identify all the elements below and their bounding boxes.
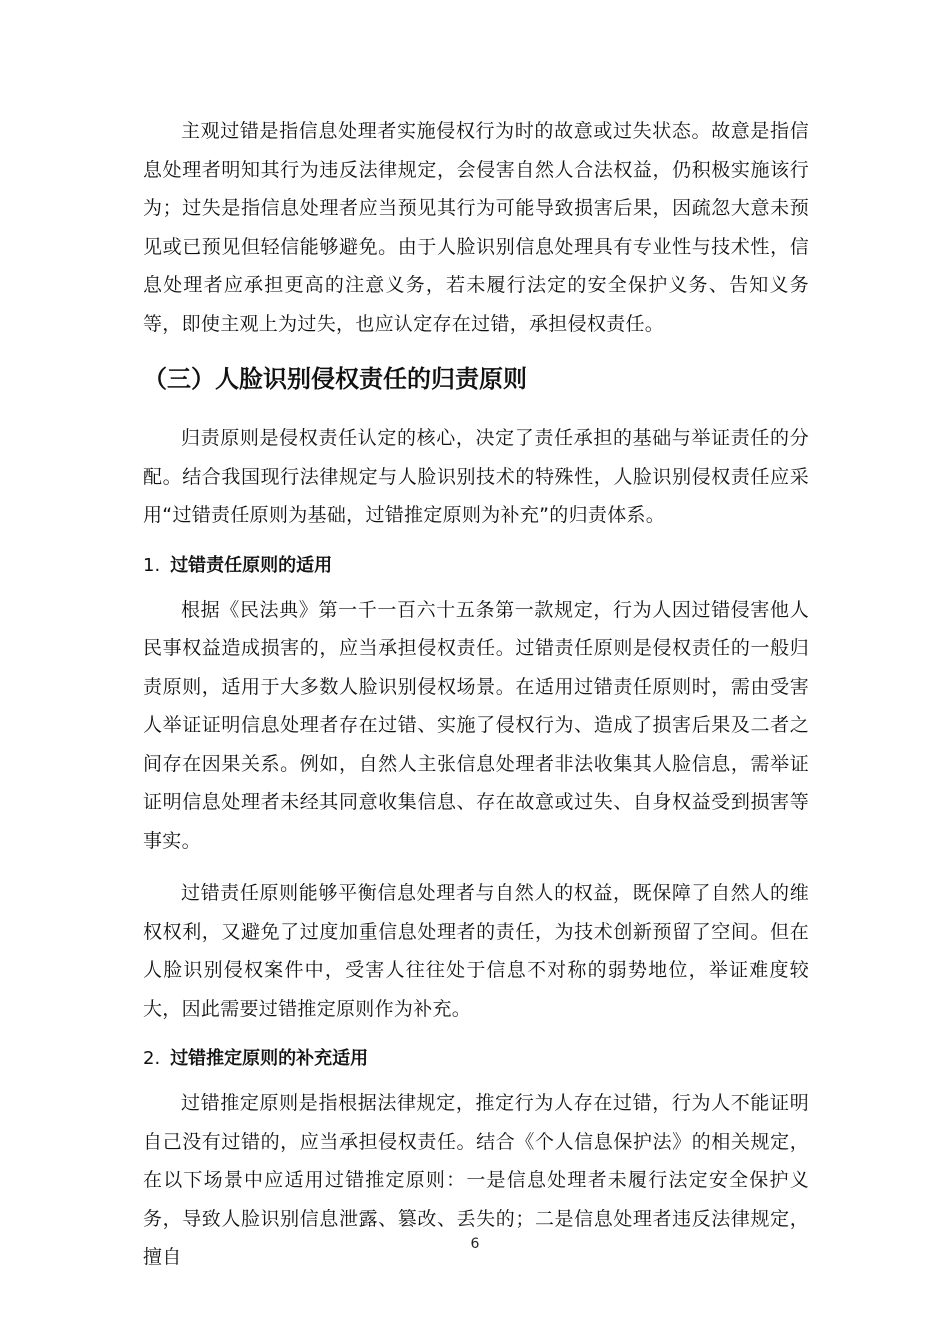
- subsection-title: 过错责任原则的适用: [170, 554, 333, 576]
- section-heading: （三）人脸识别侵权责任的归责原则: [143, 365, 527, 393]
- paragraph-liability-principle: 归责原则是侵权责任认定的核心，决定了责任承担的基础与举证责任的分配。结合我国现行法律规定与人脸识别技术的特殊性，人脸识别侵权责任应采用“过错责任原则为基础，过错推定原则为补充”的归责体系。: [143, 427, 809, 526]
- paragraph-civil-code: 根据《民法典》第一千一百六十五条第一款规定，行为人因过错侵害他人民事权益造成损害的，应当承担侵权责任。过错责任原则是侵权责任的一般归责原则，适用于大多数人脸识别侵权场景。在适用过错责任原则时，需由受害人举证证明信息处理者存在过错、实施了侵权行为、造成了损害后果及二者之间存在因果关系。例如，自然人主张信息处理者非法收集其人脸信息，需举证证明信息处理者未经其同意收集信息、存在故意或过失、自身权益受到损害等事实。: [143, 598, 809, 852]
- paragraph-balance-interests: 过错责任原则能够平衡信息处理者与自然人的权益，既保障了自然人的维权权利，又避免了过度加重信息处理者的责任，为技术创新预留了空间。但在人脸识别侵权案件中，受害人往往处于信息不对称的弱势地位，举证难度较大，因此需要过错推定原则作为补充。: [143, 882, 809, 1020]
- subsection-heading-fault-liability: [143, 549, 809, 583]
- paragraph-presumed-fault: 过错推定原则是指根据法律规定，推定行为人存在过错，行为人不能证明自己没有过错的，应当承担侵权责任。结合《个人信息保护法》的相关规定，在以下场景中应适用过错推定原则：一是信息处理者未履行法定安全保护义务，导致人脸识别信息泄露、篡改、丢失的；二是信息处理者违反法律规定，擅自: [143, 1092, 809, 1268]
- page-number: 6: [470, 1236, 480, 1252]
- subsection-number: 1.: [143, 554, 161, 576]
- subsection-title: 过错推定原则的补充适用: [170, 1048, 369, 1069]
- subsection-number: 2.: [143, 1048, 161, 1069]
- page-content: [143, 112, 809, 1291]
- paragraph-subjective-fault: 主观过错是指信息处理者实施侵权行为时的故意或过失状态。故意是指信息处理者明知其行为违反法律规定，会侵害自然人合法权益，仍积极实施该行为；过失是指信息处理者应当预见其行为可能导致损害后果，因疏忽大意未预见或已预见但轻信能够避免。由于人脸识别信息处理具有专业性与技术性，信息处理者应承担更高的注意义务，若未履行法定的安全保护义务、告知义务等，即使主观上为过失，也应认定存在过错，承担侵权责任。: [143, 120, 809, 335]
- subsection-heading-presumed-fault: [143, 1042, 809, 1076]
